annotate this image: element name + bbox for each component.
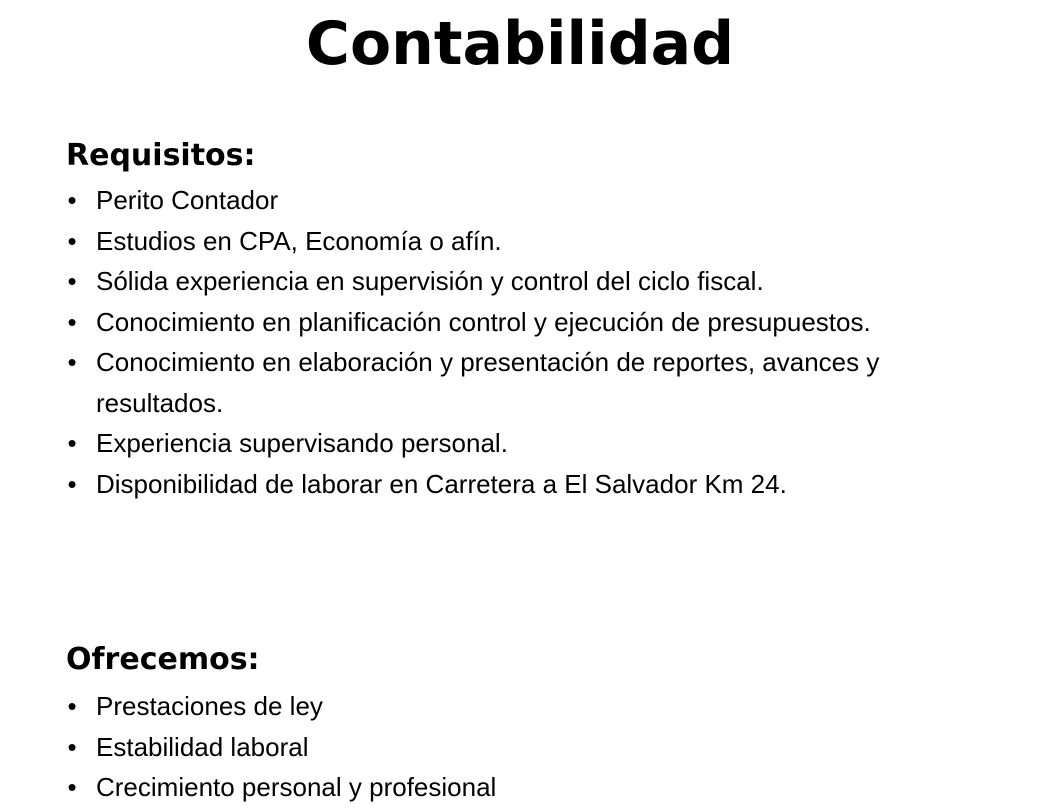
bullet-icon: • — [67, 347, 77, 377]
list-item — [60, 464, 1000, 505]
list-item — [60, 180, 1000, 221]
bullet-icon: • — [67, 468, 77, 499]
requisitos-list — [60, 180, 1000, 504]
bullet-icon: • — [67, 266, 77, 296]
bullet-icon: • — [67, 731, 77, 762]
list-item — [60, 767, 1000, 808]
bullet-icon: • — [67, 772, 77, 802]
bullet-icon: • — [67, 691, 77, 721]
list-item-text: Sólida experiencia en supervisión y control del ciclo fiscal. — [96, 266, 764, 296]
section-heading-requisitos: Requisitos: — [66, 138, 256, 173]
list-item-text: Disponibilidad de laborar en Carretera a El Salvador Km 24. — [96, 468, 787, 499]
list-item — [60, 342, 1000, 423]
list-item — [60, 302, 1000, 343]
list-item — [60, 727, 1000, 768]
bullet-icon: • — [67, 225, 77, 256]
list-item — [60, 261, 1000, 302]
list-item-text: Estabilidad laboral — [96, 731, 309, 762]
list-item-text: Conocimiento en elaboración y presentación de reportes, avances y resultados. — [96, 347, 880, 418]
list-item-text: Experiencia supervisando personal. — [96, 428, 508, 458]
ofrecemos-list — [60, 686, 1000, 808]
bullet-icon: • — [67, 185, 77, 215]
bullet-icon: • — [67, 428, 77, 458]
list-item-text: Crecimiento personal y profesional — [96, 772, 497, 802]
list-item — [60, 423, 1000, 464]
list-item-text: Estudios en CPA, Economía o afín. — [96, 225, 502, 256]
list-item-text: Conocimiento en planificación control y ejecución de presupuestos. — [96, 306, 871, 337]
list-item — [60, 686, 1000, 727]
section-heading-ofrecemos: Ofrecemos: — [66, 642, 260, 677]
bullet-icon: • — [67, 306, 77, 337]
page-title: Contabilidad — [305, 9, 735, 79]
list-item — [60, 221, 1000, 262]
list-item-text: Perito Contador — [96, 185, 279, 215]
list-item-text: Prestaciones de ley — [96, 691, 323, 721]
